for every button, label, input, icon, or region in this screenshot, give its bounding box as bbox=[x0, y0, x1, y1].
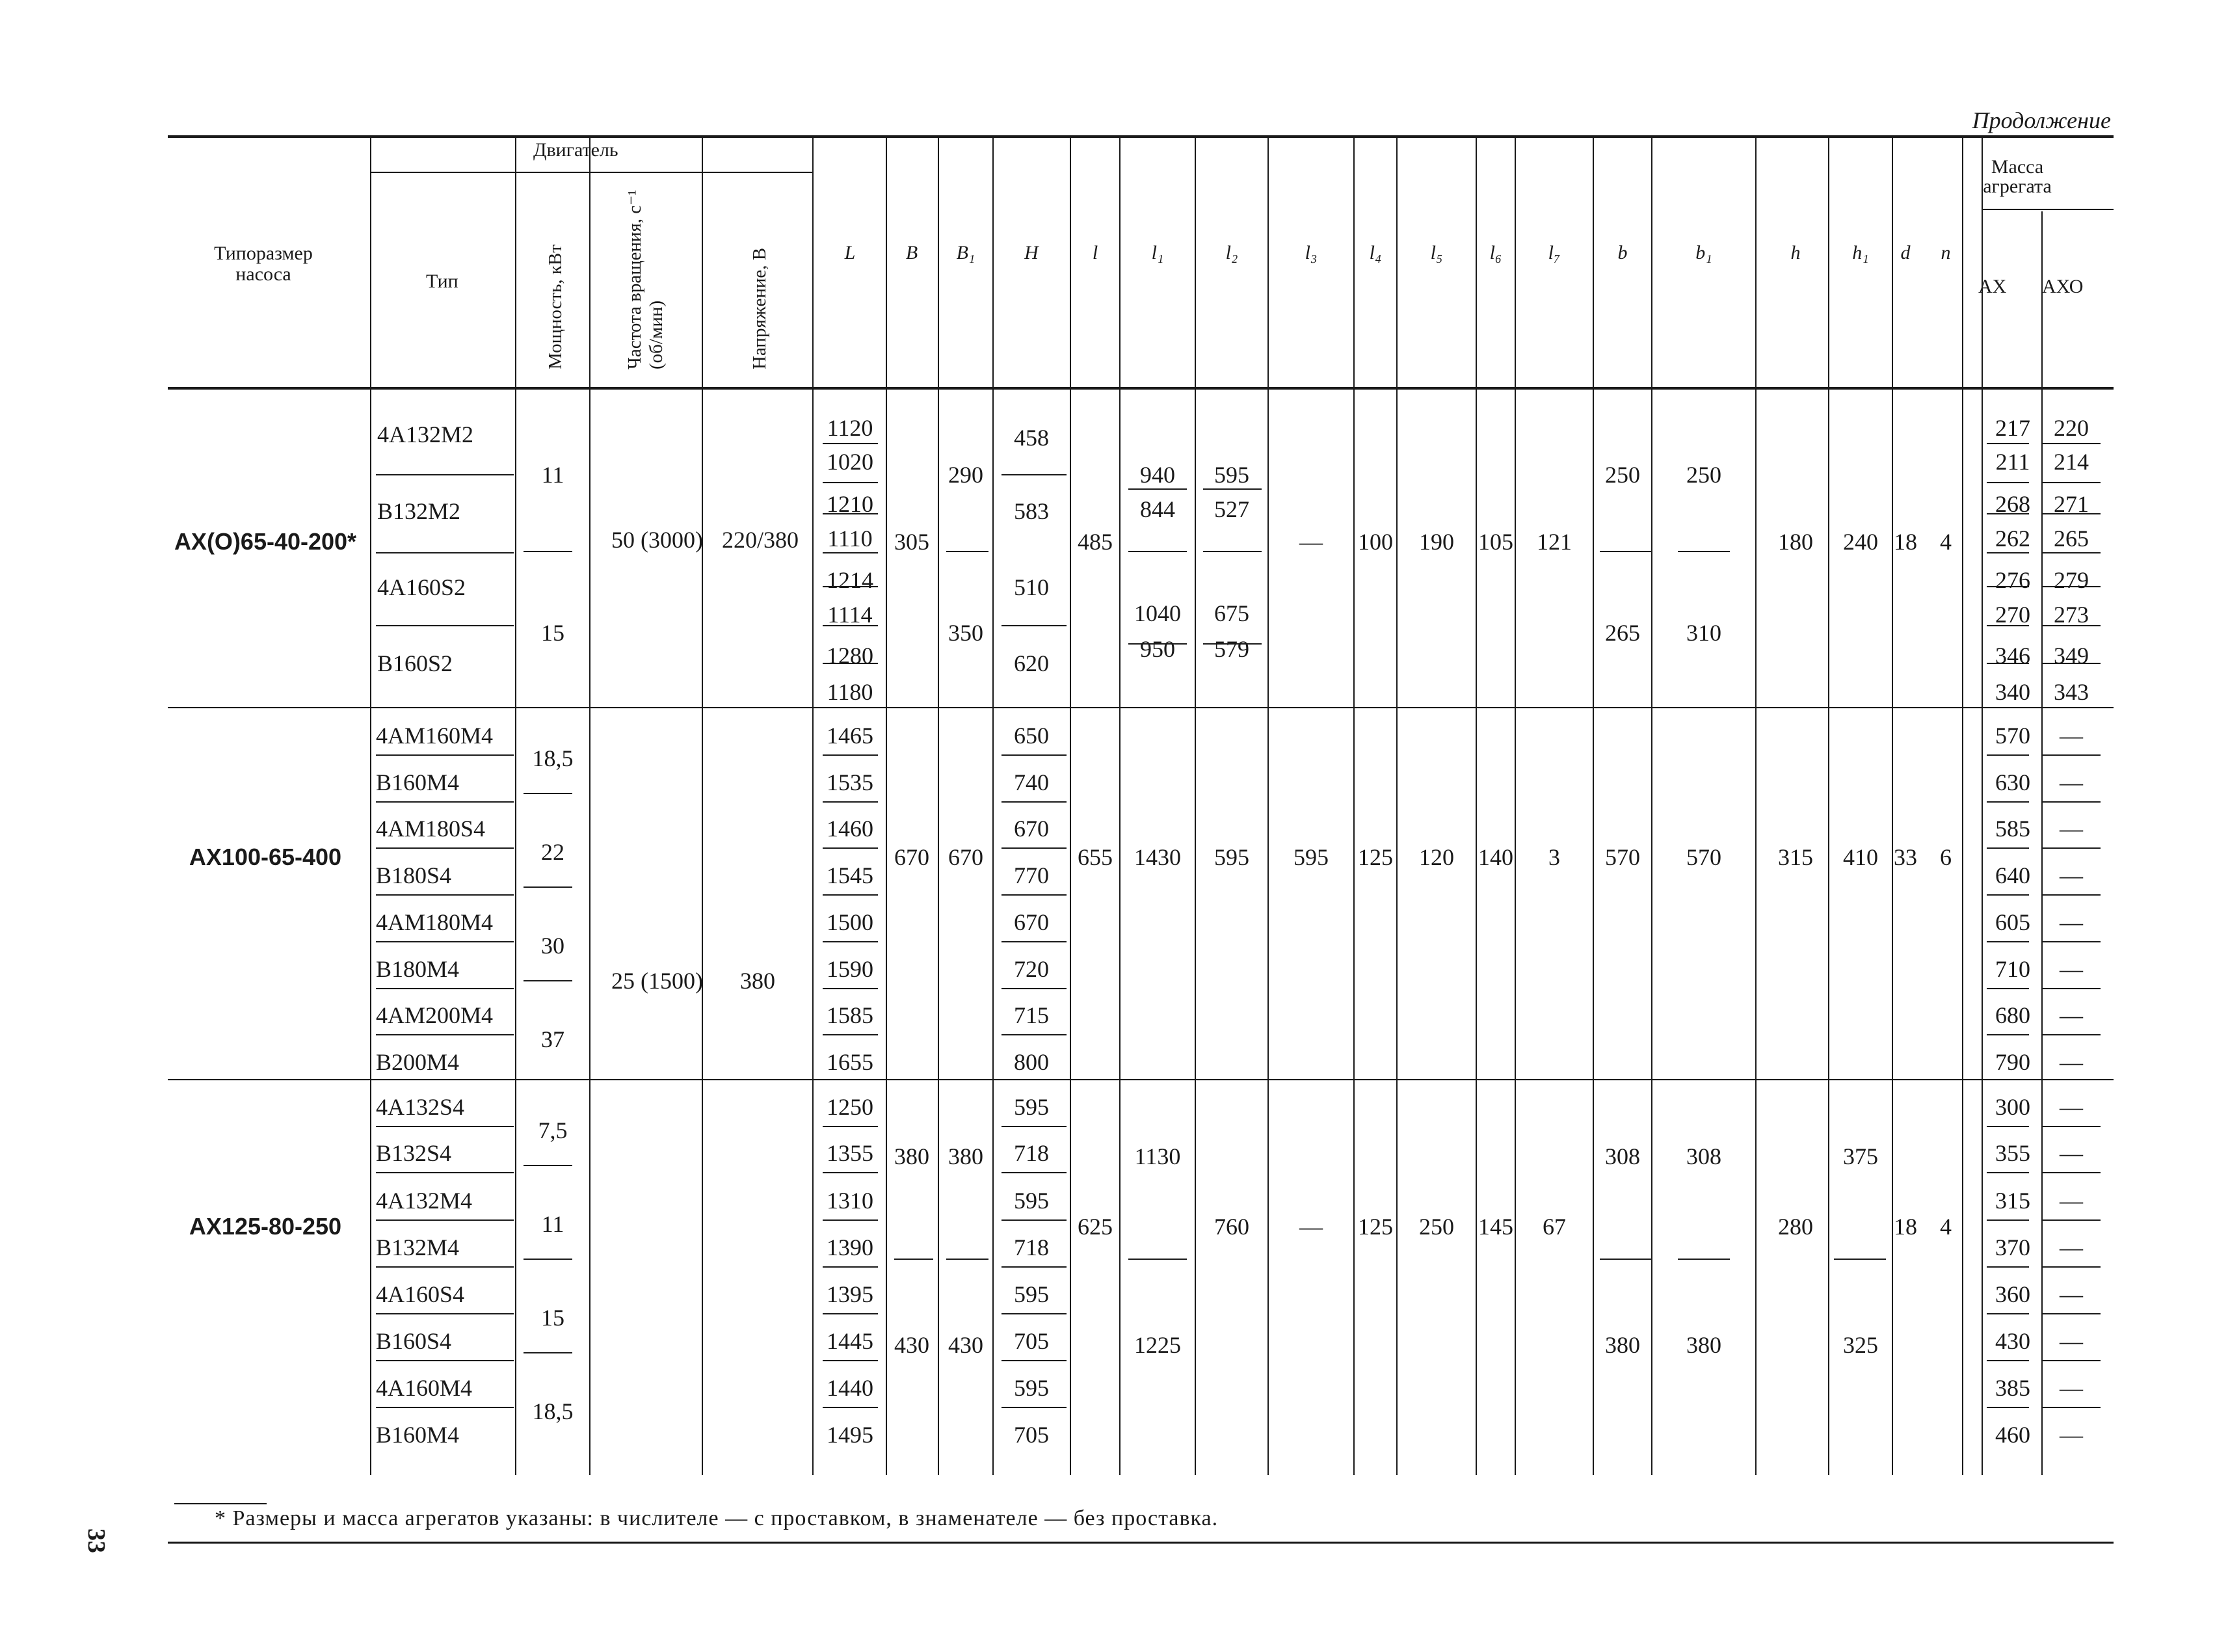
value-H: 720 bbox=[1014, 956, 1049, 982]
value-mass-ax: 217 bbox=[1995, 415, 2030, 441]
value-H: 670 bbox=[1014, 909, 1049, 935]
value-mass-ax: 211 bbox=[1995, 449, 2030, 475]
pump-name: АХ100-65-400 bbox=[189, 844, 342, 870]
value-l: 655 bbox=[1078, 844, 1113, 870]
value-mass-axo: — bbox=[2060, 1094, 2083, 1120]
value-h1: 240 bbox=[1843, 529, 1878, 555]
motor-type: В160S4 bbox=[376, 1328, 452, 1354]
value-mass-axo: — bbox=[2060, 909, 2083, 935]
value-l1: 844 bbox=[1140, 496, 1175, 522]
value-mass-axo: — bbox=[2060, 1188, 2083, 1214]
motor-type: В180М4 bbox=[376, 956, 460, 982]
header-axo: АХО bbox=[2042, 276, 2084, 297]
value-l2: 595 bbox=[1214, 462, 1249, 488]
footnote: * Размеры и масса агрегатов указаны: в числителе — с проставком, в знаменателе — без проставка. bbox=[215, 1506, 1219, 1530]
value-mass-ax: 460 bbox=[1995, 1422, 2030, 1448]
pump-name: АХ(О)65-40-200* bbox=[174, 528, 357, 555]
motor-type: 4АМ180М4 bbox=[376, 909, 494, 935]
motor-power: 37 bbox=[541, 1026, 564, 1052]
value-mass-axo: 273 bbox=[2054, 602, 2089, 628]
value-L: 1110 bbox=[827, 526, 873, 552]
value-l1: 940 bbox=[1140, 462, 1175, 488]
value-mass-axo: 271 bbox=[2054, 491, 2089, 517]
header-dim-11: l₇ bbox=[1548, 242, 1561, 263]
value-d: 18 bbox=[1894, 529, 1917, 555]
motor-speed: 25 (1500) bbox=[611, 968, 703, 994]
value-L: 1355 bbox=[827, 1140, 873, 1166]
motor-type: В160М4 bbox=[376, 769, 460, 795]
value-mass-ax: 630 bbox=[1995, 769, 2030, 795]
value-L: 1535 bbox=[827, 769, 873, 795]
value-mass-axo: 220 bbox=[2054, 415, 2089, 441]
motor-type: 4АМ160М4 bbox=[376, 723, 494, 749]
value-mass-axo: 349 bbox=[2054, 643, 2089, 669]
value-H: 705 bbox=[1014, 1422, 1049, 1448]
motor-type: 4А160S2 bbox=[377, 574, 466, 600]
motor-voltage: 380 bbox=[740, 968, 775, 994]
value-mass-axo: — bbox=[2060, 1422, 2083, 1448]
header-type: Тип bbox=[426, 271, 458, 292]
value-l2: 579 bbox=[1214, 636, 1249, 662]
value-l1: 1040 bbox=[1134, 600, 1181, 626]
header-dim-1: B bbox=[905, 242, 918, 263]
value-mass-axo: 265 bbox=[2054, 526, 2089, 552]
value-L: 1280 bbox=[827, 643, 873, 669]
value-l1: 1130 bbox=[1134, 1143, 1181, 1169]
value-L: 1500 bbox=[827, 909, 873, 935]
value-H: 595 bbox=[1014, 1281, 1049, 1307]
value-B1: 430 bbox=[948, 1332, 983, 1358]
motor-power: 11 bbox=[541, 1211, 564, 1237]
value-L: 1465 bbox=[827, 723, 873, 749]
value-H: 595 bbox=[1014, 1094, 1049, 1120]
motor-type: В132М2 bbox=[377, 498, 461, 524]
value-L: 1120 bbox=[827, 415, 873, 441]
motor-speed: 50 (3000) bbox=[611, 527, 703, 553]
value-b: 380 bbox=[1605, 1332, 1640, 1358]
value-L: 1440 bbox=[827, 1375, 873, 1401]
value-L: 1250 bbox=[827, 1094, 873, 1120]
value-H: 650 bbox=[1014, 723, 1049, 749]
value-L: 1020 bbox=[827, 449, 873, 475]
motor-type: 4А160S4 bbox=[376, 1281, 465, 1307]
value-L: 1395 bbox=[827, 1281, 873, 1307]
value-H: 740 bbox=[1014, 769, 1049, 795]
value-h1: 325 bbox=[1843, 1332, 1878, 1358]
value-mass-axo: — bbox=[2060, 1234, 2083, 1260]
value-h1: 410 bbox=[1843, 844, 1878, 870]
value-B: 670 bbox=[894, 844, 929, 870]
value-H: 595 bbox=[1014, 1188, 1049, 1214]
value-l6: 140 bbox=[1478, 844, 1513, 870]
value-l7: 121 bbox=[1537, 529, 1572, 555]
header-pump: Типоразмер насоса bbox=[214, 243, 313, 285]
value-L: 1545 bbox=[827, 862, 873, 888]
value-L: 1460 bbox=[827, 816, 873, 842]
motor-power: 18,5 bbox=[532, 1398, 574, 1424]
value-L: 1114 bbox=[827, 602, 873, 628]
value-H: 800 bbox=[1014, 1049, 1049, 1075]
value-l4: 100 bbox=[1358, 529, 1393, 555]
value-mass-axo: 279 bbox=[2054, 567, 2089, 593]
header-mass: Масса агрегата bbox=[1983, 156, 2052, 197]
value-b1: 310 bbox=[1686, 620, 1721, 646]
value-mass-axo: — bbox=[2060, 723, 2083, 749]
value-b: 250 bbox=[1605, 462, 1640, 488]
value-B1: 290 bbox=[948, 462, 983, 488]
value-l1: 950 bbox=[1140, 636, 1175, 662]
value-B: 380 bbox=[894, 1143, 929, 1169]
value-mass-axo: — bbox=[2060, 1049, 2083, 1075]
value-mass-axo: — bbox=[2060, 1281, 2083, 1307]
value-B1: 380 bbox=[948, 1143, 983, 1169]
value-b1: 570 bbox=[1686, 844, 1721, 870]
value-mass-axo: 214 bbox=[2054, 449, 2089, 475]
value-L: 1445 bbox=[827, 1328, 873, 1354]
value-mass-ax: 262 bbox=[1995, 526, 2030, 552]
motor-power: 30 bbox=[541, 933, 564, 959]
pump-name: АХ125-80-250 bbox=[189, 1213, 342, 1240]
value-B: 305 bbox=[894, 529, 929, 555]
value-mass-axo: — bbox=[2060, 769, 2083, 795]
value-L: 1210 bbox=[827, 491, 873, 517]
value-B: 430 bbox=[894, 1332, 929, 1358]
value-L: 1390 bbox=[827, 1234, 873, 1260]
value-b1: 380 bbox=[1686, 1332, 1721, 1358]
header-power: Мощность, кВт bbox=[545, 244, 566, 369]
value-H: 595 bbox=[1014, 1375, 1049, 1401]
value-l2: 595 bbox=[1214, 844, 1249, 870]
value-H: 458 bbox=[1014, 425, 1049, 451]
value-H: 705 bbox=[1014, 1328, 1049, 1354]
value-b: 265 bbox=[1605, 620, 1640, 646]
value-n: 4 bbox=[1940, 529, 1952, 555]
value-l4: 125 bbox=[1358, 844, 1393, 870]
motor-type: 4АМ180S4 bbox=[376, 816, 486, 842]
value-B1: 670 bbox=[948, 844, 983, 870]
header-dim-4: l bbox=[1092, 242, 1098, 263]
value-l6: 145 bbox=[1478, 1214, 1513, 1240]
header-dim-14: h bbox=[1790, 242, 1801, 263]
value-mass-ax: 360 bbox=[1995, 1281, 2030, 1307]
header-dim-16: d bbox=[1900, 242, 1911, 263]
value-H: 510 bbox=[1014, 574, 1049, 600]
motor-type: 4АМ200М4 bbox=[376, 1002, 494, 1028]
value-h: 180 bbox=[1778, 529, 1813, 555]
value-mass-ax: 385 bbox=[1995, 1375, 2030, 1401]
value-h: 315 bbox=[1778, 844, 1813, 870]
value-l2: 675 bbox=[1214, 600, 1249, 626]
value-mass-ax: 585 bbox=[1995, 816, 2030, 842]
motor-power: 7,5 bbox=[538, 1117, 568, 1143]
value-l3: — bbox=[1299, 529, 1323, 555]
header-dim-12: b bbox=[1617, 242, 1628, 263]
value-H: 583 bbox=[1014, 498, 1049, 524]
value-l2: 760 bbox=[1214, 1214, 1249, 1240]
motor-type: В132М4 bbox=[376, 1234, 460, 1260]
value-mass-ax: 710 bbox=[1995, 956, 2030, 982]
value-b1: 250 bbox=[1686, 462, 1721, 488]
header-dim-8: l₄ bbox=[1369, 242, 1382, 263]
value-mass-ax: 268 bbox=[1995, 491, 2030, 517]
motor-power: 22 bbox=[541, 839, 564, 865]
motor-type: В160S2 bbox=[377, 650, 453, 676]
value-b1: 308 bbox=[1686, 1143, 1721, 1169]
motor-power: 15 bbox=[541, 1305, 564, 1331]
value-mass-ax: 680 bbox=[1995, 1002, 2030, 1028]
value-L: 1585 bbox=[827, 1002, 873, 1028]
value-l6: 105 bbox=[1478, 529, 1513, 555]
motor-type: 4А132М2 bbox=[377, 421, 474, 447]
value-l3: — bbox=[1299, 1214, 1323, 1240]
value-l2: 527 bbox=[1214, 496, 1249, 522]
motor-type: 4А160М4 bbox=[376, 1375, 473, 1401]
value-H: 715 bbox=[1014, 1002, 1049, 1028]
header-dim-2: B₁ bbox=[956, 242, 975, 263]
value-b: 570 bbox=[1605, 844, 1640, 870]
value-mass-ax: 340 bbox=[1995, 679, 2030, 705]
motor-type: 4А132М4 bbox=[376, 1188, 473, 1214]
value-mass-ax: 430 bbox=[1995, 1328, 2030, 1354]
motor-type: В180S4 bbox=[376, 862, 452, 888]
value-L: 1214 bbox=[827, 567, 873, 593]
value-H: 718 bbox=[1014, 1140, 1049, 1166]
value-l4: 125 bbox=[1358, 1214, 1393, 1240]
value-mass-axo: — bbox=[2060, 1328, 2083, 1354]
value-h: 280 bbox=[1778, 1214, 1813, 1240]
value-l7: 3 bbox=[1548, 844, 1560, 870]
value-n: 6 bbox=[1940, 844, 1952, 870]
header-dim-9: l₅ bbox=[1430, 242, 1443, 263]
header-dim-5: l₁ bbox=[1151, 242, 1164, 263]
value-l3: 595 bbox=[1293, 844, 1329, 870]
value-H: 620 bbox=[1014, 650, 1049, 676]
value-B1: 350 bbox=[948, 620, 983, 646]
value-H: 670 bbox=[1014, 816, 1049, 842]
value-h1: 375 bbox=[1843, 1143, 1878, 1169]
value-H: 770 bbox=[1014, 862, 1049, 888]
value-H: 718 bbox=[1014, 1234, 1049, 1260]
value-mass-axo: — bbox=[2060, 1140, 2083, 1166]
value-L: 1310 bbox=[827, 1188, 873, 1214]
header-dim-3: H bbox=[1024, 242, 1039, 263]
value-L: 1495 bbox=[827, 1422, 873, 1448]
value-mass-ax: 346 bbox=[1995, 643, 2030, 669]
value-mass-axo: — bbox=[2060, 862, 2083, 888]
motor-type: В200М4 bbox=[376, 1049, 460, 1075]
motor-voltage: 220/380 bbox=[722, 527, 799, 553]
value-mass-ax: 370 bbox=[1995, 1234, 2030, 1260]
header-dim-10: l₆ bbox=[1489, 242, 1502, 263]
header-motor: Двигатель bbox=[533, 139, 618, 161]
value-l1: 1225 bbox=[1134, 1332, 1181, 1358]
value-l5: 250 bbox=[1419, 1214, 1454, 1240]
value-mass-axo: 343 bbox=[2054, 679, 2089, 705]
value-mass-ax: 790 bbox=[1995, 1049, 2030, 1075]
value-mass-ax: 570 bbox=[1995, 723, 2030, 749]
motor-type: 4А132S4 bbox=[376, 1094, 465, 1120]
value-mass-axo: — bbox=[2060, 956, 2083, 982]
value-l5: 190 bbox=[1419, 529, 1454, 555]
motor-type: В132S4 bbox=[376, 1140, 452, 1166]
motor-type: В160М4 bbox=[376, 1422, 460, 1448]
value-mass-axo: — bbox=[2060, 1375, 2083, 1401]
value-mass-ax: 270 bbox=[1995, 602, 2030, 628]
motor-power: 11 bbox=[541, 462, 564, 488]
value-mass-ax: 355 bbox=[1995, 1140, 2030, 1166]
value-mass-ax: 300 bbox=[1995, 1094, 2030, 1120]
value-mass-ax: 605 bbox=[1995, 909, 2030, 935]
value-mass-axo: — bbox=[2060, 1002, 2083, 1028]
motor-power: 15 bbox=[541, 620, 564, 646]
value-mass-ax: 276 bbox=[1995, 567, 2030, 593]
value-L: 1180 bbox=[827, 679, 873, 705]
motor-power: 18,5 bbox=[532, 745, 574, 771]
value-mass-axo: — bbox=[2060, 816, 2083, 842]
value-d: 18 bbox=[1894, 1214, 1917, 1240]
value-L: 1590 bbox=[827, 956, 873, 982]
header-dim-17: n bbox=[1941, 242, 1951, 263]
value-l: 625 bbox=[1078, 1214, 1113, 1240]
header-voltage: Напряжение, В bbox=[749, 247, 770, 369]
header-ax: АХ bbox=[1978, 276, 2007, 297]
value-mass-ax: 315 bbox=[1995, 1188, 2030, 1214]
page-number: 33 bbox=[83, 1528, 110, 1553]
value-l7: 67 bbox=[1543, 1214, 1566, 1240]
value-l5: 120 bbox=[1419, 844, 1454, 870]
header-dim-0: L bbox=[844, 242, 856, 263]
header-dim-6: l₂ bbox=[1225, 242, 1238, 263]
value-l: 485 bbox=[1078, 529, 1113, 555]
value-mass-ax: 640 bbox=[1995, 862, 2030, 888]
value-L: 1655 bbox=[827, 1049, 873, 1075]
value-b: 308 bbox=[1605, 1143, 1640, 1169]
continuation-label: Продолжение bbox=[1972, 107, 2111, 133]
value-d: 33 bbox=[1894, 844, 1917, 870]
header-speed: Частота вращения, с⁻¹ (об/мин) bbox=[624, 189, 667, 369]
value-n: 4 bbox=[1940, 1214, 1952, 1240]
value-l1: 1430 bbox=[1134, 844, 1181, 870]
header-dim-15: h₁ bbox=[1852, 242, 1869, 263]
header-dim-13: b₁ bbox=[1695, 242, 1712, 263]
header-dim-7: l₃ bbox=[1305, 242, 1318, 263]
